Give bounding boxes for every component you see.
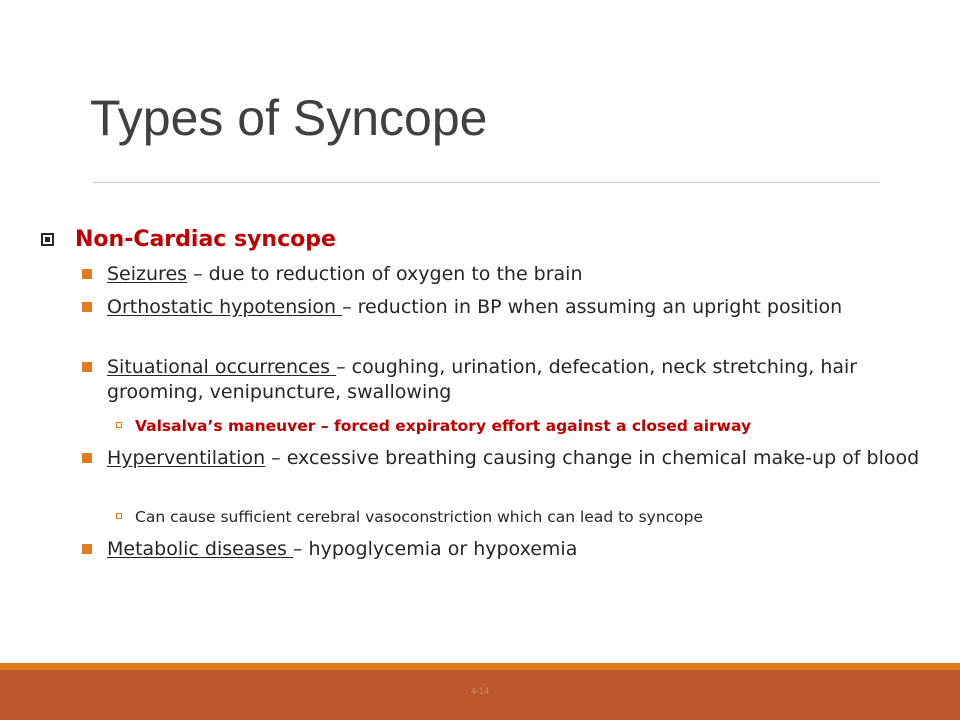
item-term: Orthostatic hypotension <box>107 296 343 318</box>
filled-square-icon <box>82 544 92 554</box>
hollow-square-icon <box>116 513 122 519</box>
item-term: Hyperventilation <box>107 447 266 469</box>
item-desc: – coughing, urination, defecation, neck stretching, hair grooming, venipuncture, swallowing <box>107 356 858 403</box>
item-desc: – excessive breathing causing change in chemical make-up of blood <box>265 447 920 469</box>
item-desc: – reduction in BP when assuming an upright position <box>342 296 843 318</box>
hollow-square-icon <box>116 422 122 428</box>
footer-accent-strip <box>0 663 960 670</box>
filled-square-icon <box>82 453 92 463</box>
item-term: Seizures <box>107 263 188 285</box>
title-divider <box>93 182 880 183</box>
sub-item-text: Valsalva’s maneuver – forced expiratory effort against a closed airway <box>135 417 752 435</box>
item-desc: – hypoglycemia or hypoxemia <box>293 538 578 560</box>
item-term: Situational occurrences <box>107 356 337 378</box>
item-desc: – due to reduction of oxygen to the brain <box>187 263 583 285</box>
square-bullet-icon <box>41 233 54 246</box>
slide-number: 4-14 <box>470 686 489 696</box>
item-term: Metabolic diseases <box>107 538 294 560</box>
sub-item-text: Can cause sufficient cerebral vasoconstriction which can lead to syncope <box>135 508 704 526</box>
filled-square-icon <box>82 362 92 372</box>
heading-text: Non-Cardiac syncope <box>75 227 336 252</box>
slide-title: Types of Syncope <box>90 90 488 146</box>
filled-square-icon <box>82 302 92 312</box>
filled-square-icon <box>82 269 92 279</box>
